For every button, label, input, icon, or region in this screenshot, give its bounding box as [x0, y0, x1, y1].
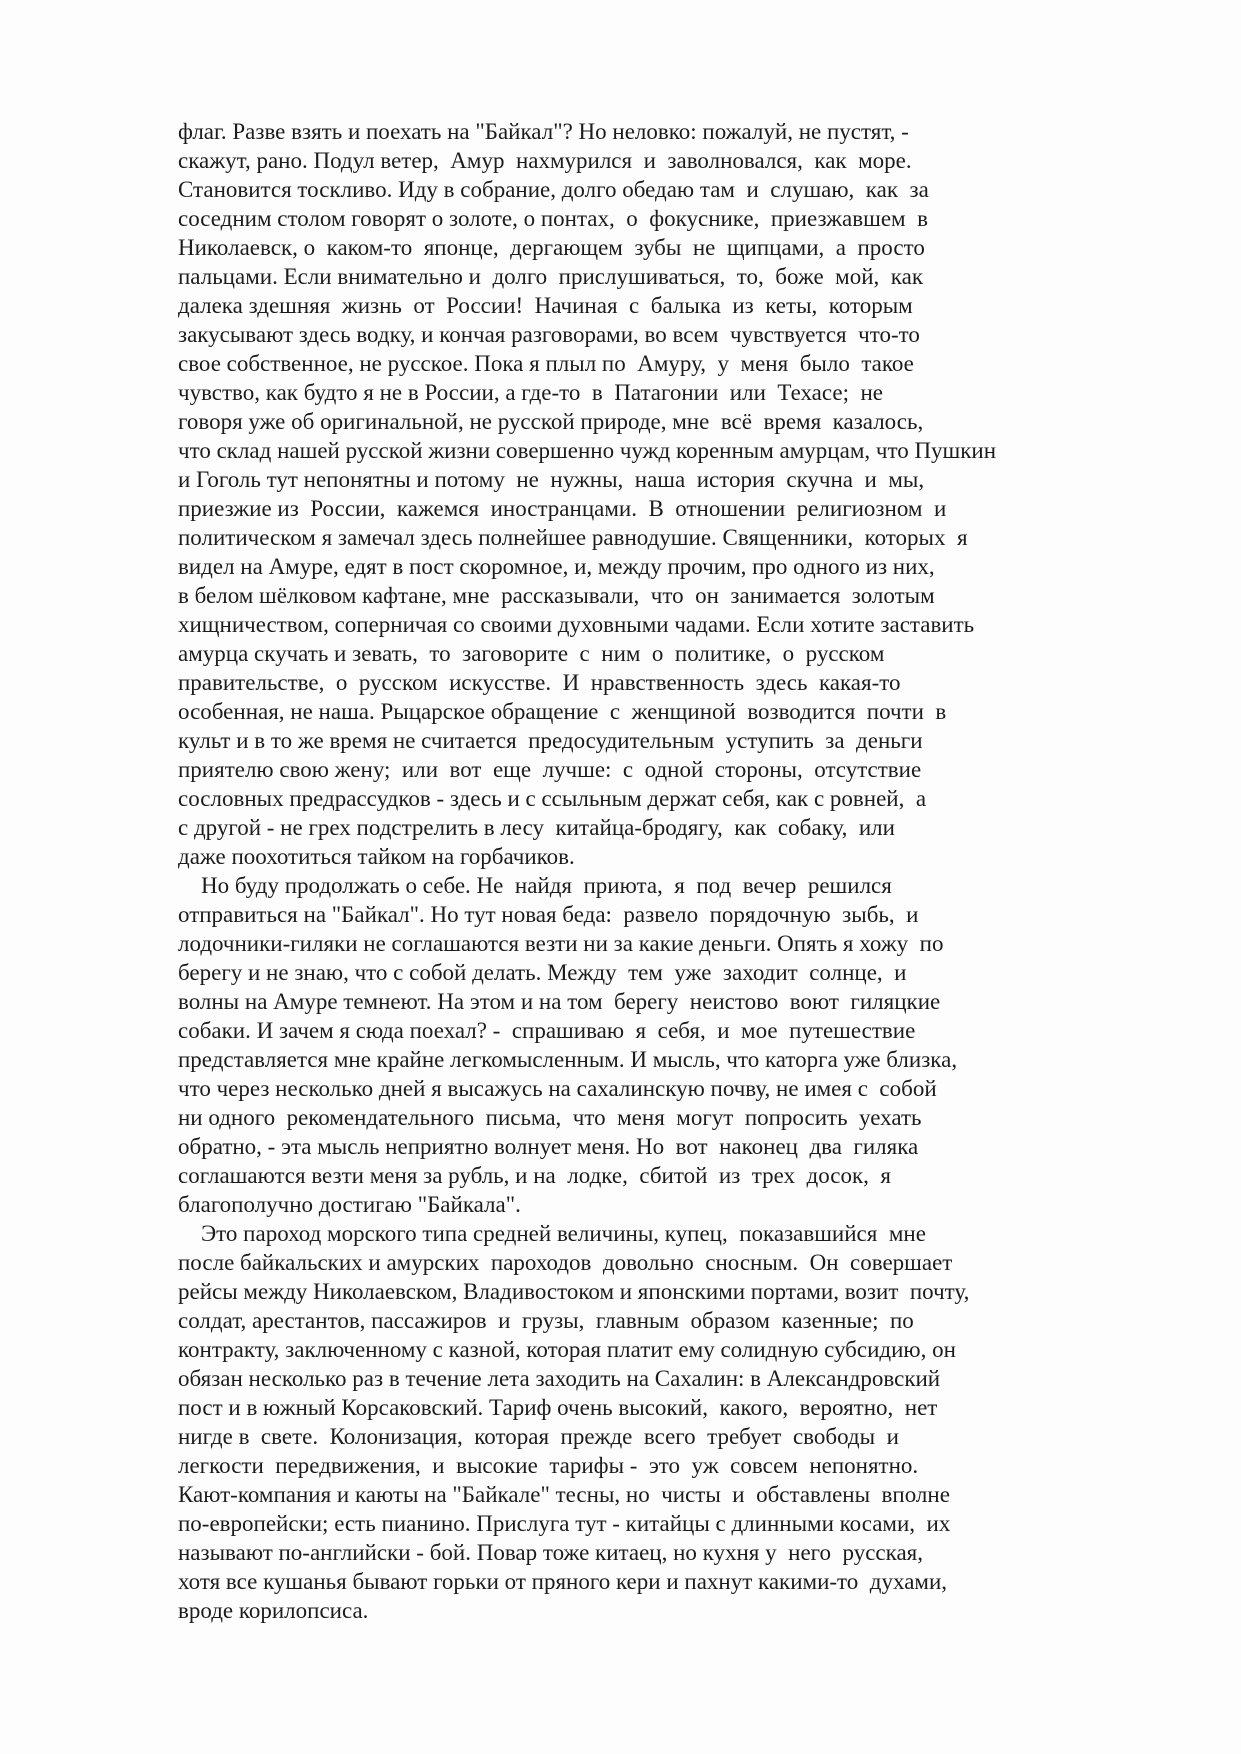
text-line: культ и в то же время не считается предосудительным уступить за деньги: [178, 728, 923, 753]
text-line: представляется мне крайне легкомысленным. И мысль, что каторга уже близка,: [178, 1047, 958, 1072]
text-line: Но буду продолжать о себе. Не найдя приюта, я под вечер решился: [178, 873, 892, 898]
text-line: обязан несколько раз в течение лета заходить на Сахалин: в Александровский: [178, 1366, 941, 1391]
text-line: приезжие из России, кажемся иностранцами. В отношении религиозном и: [178, 496, 947, 521]
text-line: благополучно достигаю "Байкала".: [178, 1192, 521, 1217]
text-line: лодочники-гиляки не соглашаются везти ни за какие деньги. Опять я хожу по: [178, 931, 944, 956]
text-line: нигде в свете. Колонизация, которая прежде всего требует свободы и: [178, 1424, 899, 1449]
text-line: волны на Амуре темнеют. На этом и на том берегу неистово воют гиляцкие: [178, 989, 941, 1014]
text-line: называют по-английски - бой. Повар тоже китаец, но кухня у него русская,: [178, 1540, 923, 1565]
text-line: соглашаются везти меня за рубль, и на лодке, сбитой из трех досок, я: [178, 1163, 891, 1188]
text-line: Кают-компания и каюты на "Байкале" тесны, но чисты и обставлены вполне: [178, 1482, 950, 1507]
text-line: правительстве, о русском искусстве. И нравственность здесь какая-то: [178, 670, 901, 695]
text-line: политическом я замечал здесь полнейшее равнодушие. Священники, которых я: [178, 525, 968, 550]
text-line: пальцами. Если внимательно и долго прислушиваться, то, боже мой, как: [178, 264, 923, 289]
text-line: контракту, заключенному с казной, которая платит ему солидную субсидию, он: [178, 1337, 956, 1362]
text-line: рейсы между Николаевском, Владивостоком и японскими портами, возит почту,: [178, 1279, 970, 1304]
text-line: с другой - не грех подстрелить в лесу китайца-бродягу, как собаку, или: [178, 815, 895, 840]
text-line: особенная, не наша. Рыцарское обращение с женщиной возводится почти в: [178, 699, 947, 724]
text-line: далека здешняя жизнь от России! Начиная с балыка из кеты, которым: [178, 293, 913, 318]
text-line: и Гоголь тут непонятны и потому не нужны, наша история скучна и мы,: [178, 467, 925, 492]
text-line: Становится тоскливо. Иду в собрание, долго обедаю там и слушаю, как за: [178, 177, 929, 202]
text-line: чувство, как будто я не в России, а где-то в Патагонии или Техасе; не: [178, 380, 883, 405]
text-line: отправиться на "Байкал". Но тут новая беда: развело порядочную зыбь, и: [178, 902, 919, 927]
text-line: хищничеством, соперничая со своими духовными чадами. Если хотите заставить: [178, 612, 975, 637]
text-line: говоря уже об оригинальной, не русской природе, мне всё время казалось,: [178, 409, 924, 434]
text-line: Николаевск, о каком-то японце, дергающем зубы не щипцами, а просто: [178, 235, 925, 260]
text-line: обратно, - эта мысль неприятно волнует меня. Но вот наконец два гиляка: [178, 1134, 919, 1159]
text-line: вроде корилопсиса.: [178, 1598, 369, 1623]
text-line: пост и в южный Корсаковский. Тариф очень высокий, какого, вероятно, нет: [178, 1395, 938, 1420]
text-line: соседним столом говорят о золоте, о понтах, о фокуснике, приезжавшем в: [178, 206, 928, 231]
text-line: что склад нашей русской жизни совершенно чужд коренным амурцам, что Пушкин: [178, 438, 997, 463]
text-line: ни одного рекомендательного письма, что меня могут попросить уехать: [178, 1105, 922, 1130]
text-line: скажут, рано. Подул ветер, Амур нахмурился и заволновался, как море.: [178, 148, 912, 173]
text-line: сословных предрассудков - здесь и с ссыльным держат себя, как с ровней, а: [178, 786, 927, 811]
text-line: берегу и не знаю, что с собой делать. Между тем уже заходит солнце, и: [178, 960, 907, 985]
text-line: в белом шёлковом кафтане, мне рассказывали, что он занимается золотым: [178, 583, 935, 608]
text-line: видел на Амуре, едят в пост скоромное, и, между прочим, про одного из них,: [178, 554, 935, 579]
text-line: свое собственное, не русское. Пока я плыл по Амуру, у меня было такое: [178, 351, 914, 376]
text-line: закусывают здесь водку, и кончая разговорами, во всем чувствуется что-то: [178, 322, 920, 347]
text-line: даже поохотиться тайком на горбачиков.: [178, 844, 575, 869]
text-line: легкости передвижения, и высокие тарифы - это уж совсем непонятно.: [178, 1453, 919, 1478]
text-line: после байкальских и амурских пароходов довольно сносным. Он совершает: [178, 1250, 953, 1275]
text-line: солдат, арестантов, пассажиров и грузы, главным образом казенные; по: [178, 1308, 914, 1333]
text-line: Это пароход морского типа средней величины, купец, показавшийся мне: [178, 1221, 926, 1246]
text-line: флаг. Разве взять и поехать на "Байкал"? Но неловко: пожалуй, не пустят, -: [178, 119, 909, 144]
body-text: [178, 117, 1078, 1625]
text-line: амурца скучать и зевать, то заговорите с ним о политике, о русском: [178, 641, 885, 666]
text-line: по-европейски; есть пианино. Прислуга тут - китайцы с длинными косами, их: [178, 1511, 951, 1536]
text-line: что через несколько дней я высажусь на сахалинскую почву, не имея с собой: [178, 1076, 937, 1101]
text-line: приятелю свою жену; или вот еще лучше: с одной стороны, отсутствие: [178, 757, 922, 782]
text-line: хотя все кушанья бывают горьки от пряного кери и пахнут какими-то духами,: [178, 1569, 948, 1594]
text-line: собаки. И зачем я сюда поехал? - спрашиваю я себя, и мое путешествие: [178, 1018, 916, 1043]
